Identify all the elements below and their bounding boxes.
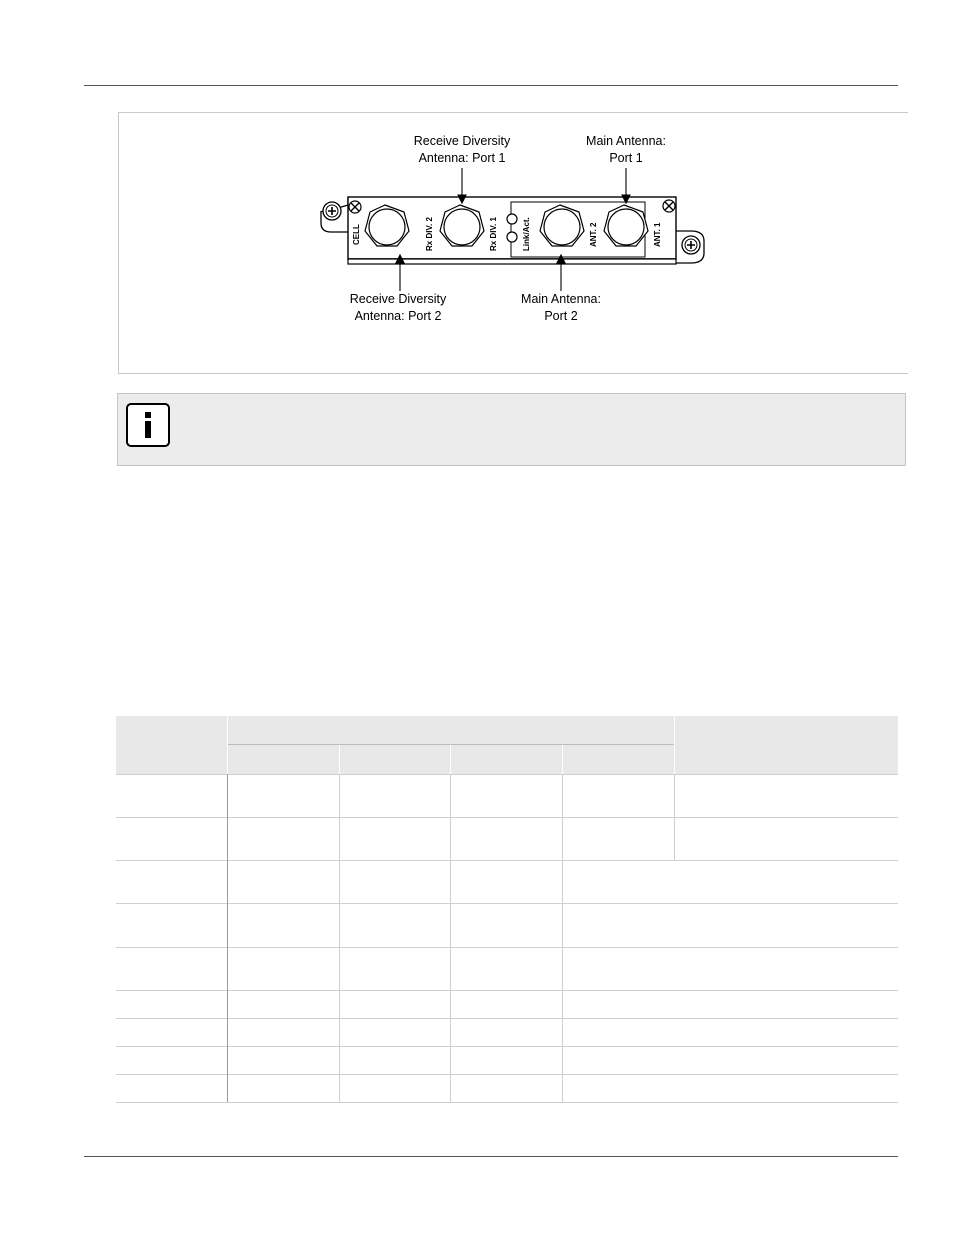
callout-main-ant-port1-line2: Port 1 — [609, 151, 643, 165]
ant-1-connector — [604, 205, 648, 246]
table-subheader-cell — [451, 745, 562, 774]
screw-icon — [663, 200, 675, 212]
table-row — [116, 775, 898, 817]
spec-table — [116, 716, 898, 1104]
table-subheader-cell — [563, 745, 674, 774]
table-subheader-cell — [228, 745, 339, 774]
rx-div-2-connector — [440, 205, 484, 246]
left-mounting-ear — [321, 197, 348, 232]
header-rule — [84, 85, 898, 86]
module-diagram — [119, 113, 909, 375]
table-header-cell — [675, 716, 898, 774]
footer-rule — [84, 1156, 898, 1157]
label-rx-div-2: Rx DIV. 2 — [425, 217, 434, 251]
cell-connector — [365, 205, 409, 246]
table-header-cell — [116, 716, 227, 774]
label-rx-div-1: Rx DIV. 1 — [489, 217, 498, 251]
label-ant-2: ANT. 2 — [589, 222, 598, 247]
table-row — [116, 1075, 898, 1102]
callout-rx-div-port2-line2: Antenna: Port 2 — [354, 309, 442, 323]
callout-rx-div-port1-line2: Antenna: Port 1 — [418, 151, 506, 165]
callout-rx-div-port2-line1: Receive Diversity — [349, 292, 447, 306]
callout-main-ant-port2-line1: Main Antenna: — [521, 292, 601, 306]
info-icon — [126, 403, 170, 447]
label-ant-1: ANT. 1 — [653, 222, 662, 247]
table-row — [116, 948, 898, 990]
screw-icon — [349, 201, 361, 213]
right-mounting-ear — [676, 231, 704, 263]
table-subheader-cell — [340, 745, 450, 774]
module-figure — [118, 112, 908, 374]
callout-main-ant-port1-line1: Main Antenna: — [586, 134, 666, 148]
ant-2-connector — [540, 205, 584, 246]
callout-main-ant-port2-line2: Port 2 — [544, 309, 578, 323]
label-link-act: Link/Act. — [522, 217, 531, 251]
link-led-icon — [507, 214, 517, 224]
label-cell: CELL — [352, 224, 361, 245]
table-row — [116, 818, 898, 860]
act-led-icon — [507, 232, 517, 242]
table-row — [116, 1047, 898, 1074]
table-header-group — [228, 716, 674, 744]
table-row — [116, 991, 898, 1018]
table-row — [116, 1019, 898, 1046]
table-row — [116, 861, 898, 903]
note-box — [117, 393, 906, 466]
callout-rx-div-port1-line1: Receive Diversity — [413, 134, 511, 148]
table-row — [116, 904, 898, 947]
